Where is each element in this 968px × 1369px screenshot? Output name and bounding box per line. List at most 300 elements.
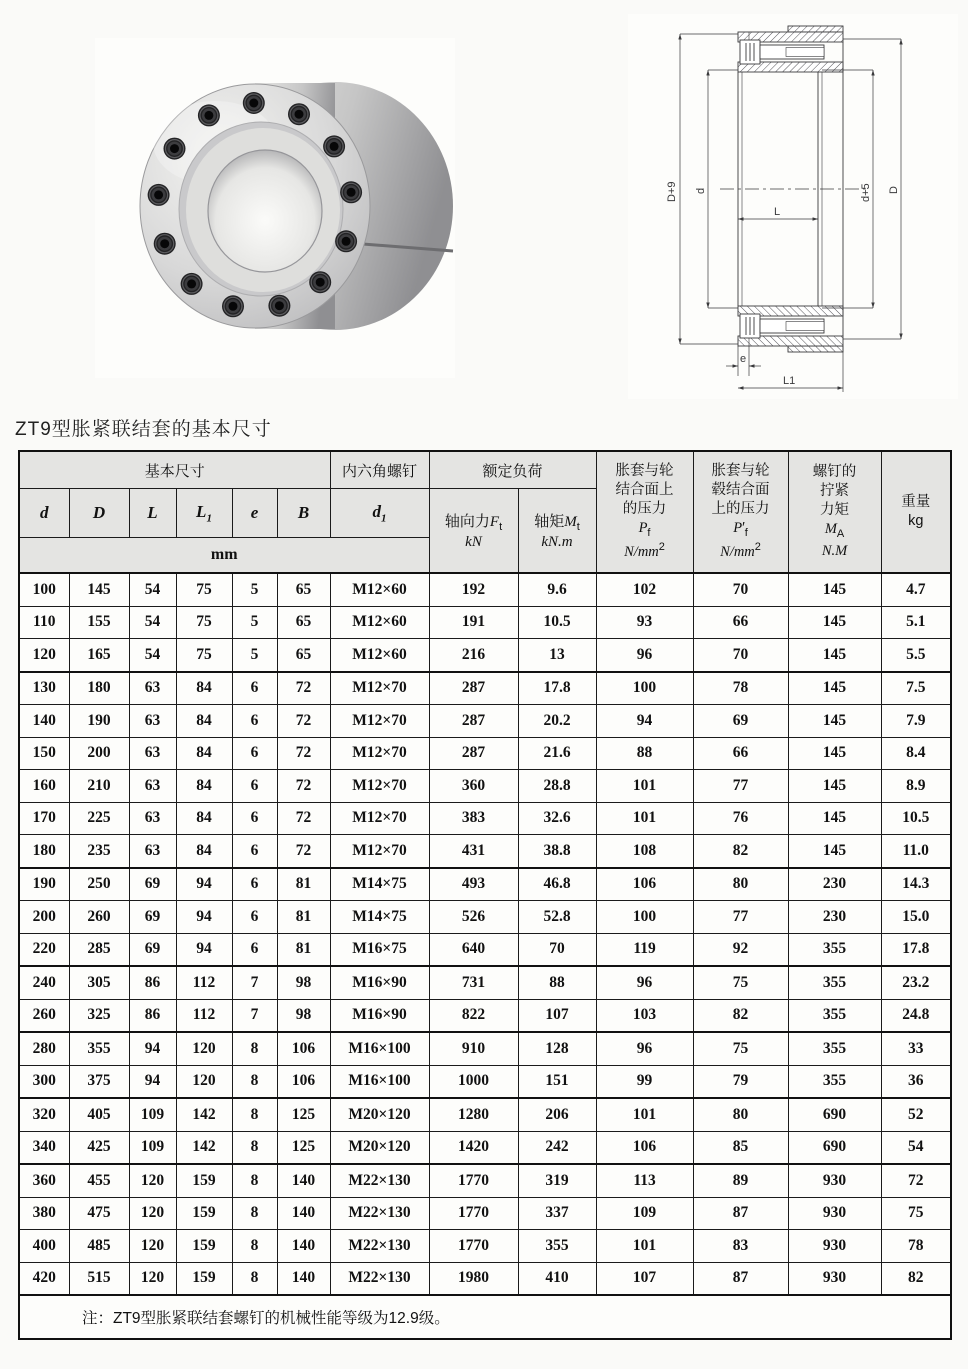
table-cell: 6 <box>232 933 277 966</box>
table-cell: 23.2 <box>881 966 951 999</box>
header-col-e: e <box>232 489 277 538</box>
table-cell: 17.8 <box>881 933 951 966</box>
table-cell: 100 <box>596 901 693 934</box>
table-cell: 101 <box>596 1230 693 1263</box>
table-cell: 72 <box>277 705 330 738</box>
table-cell: 6 <box>232 802 277 835</box>
table-cell: 54 <box>129 606 176 639</box>
table-cell: M16×100 <box>330 1065 429 1098</box>
table-cell: 355 <box>69 1032 129 1065</box>
table-cell: 930 <box>788 1197 881 1230</box>
table-cell: 165 <box>69 639 129 672</box>
table-cell: 360 <box>429 770 518 803</box>
table-cell: 240 <box>19 966 69 999</box>
table-cell: 54 <box>129 573 176 606</box>
header-col-d: d <box>19 489 69 538</box>
table-cell: 100 <box>19 573 69 606</box>
table-cell: 103 <box>596 999 693 1032</box>
table-cell: 109 <box>129 1131 176 1164</box>
table-row <box>19 835 951 868</box>
table-cell: 65 <box>277 639 330 672</box>
table-row <box>19 606 951 639</box>
table-cell: 145 <box>69 573 129 606</box>
table-row <box>19 868 951 901</box>
table-cell: 72 <box>277 770 330 803</box>
table-cell: 5 <box>232 639 277 672</box>
table-cell: 9.6 <box>518 573 596 606</box>
table-cell: 7 <box>232 999 277 1032</box>
table-cell: 431 <box>429 835 518 868</box>
table-cell: 420 <box>19 1262 69 1295</box>
table-cell: 150 <box>19 737 69 770</box>
table-cell: 140 <box>277 1164 330 1197</box>
table-cell: M20×120 <box>330 1131 429 1164</box>
table-cell: 84 <box>176 672 232 705</box>
header-hex-socket-screw: 内六角螺钉 <box>330 451 429 489</box>
table-cell: 70 <box>518 933 596 966</box>
table-cell: 145 <box>788 737 881 770</box>
table-cell: 65 <box>277 606 330 639</box>
table-cell: 13 <box>518 639 596 672</box>
table-cell: 485 <box>69 1230 129 1263</box>
dimensions-table <box>18 450 952 1340</box>
header-col-D: D <box>69 489 129 538</box>
table-cell: 159 <box>176 1262 232 1295</box>
table-cell: M22×130 <box>330 1262 429 1295</box>
table-cell: 86 <box>129 966 176 999</box>
table-cell: 69 <box>129 868 176 901</box>
table-cell: 380 <box>19 1197 69 1230</box>
table-cell: 6 <box>232 672 277 705</box>
table-cell: 6 <box>232 835 277 868</box>
table-cell: 8 <box>232 1230 277 1263</box>
table-cell: 140 <box>19 705 69 738</box>
table-cell: 159 <box>176 1197 232 1230</box>
table-cell: 5.1 <box>881 606 951 639</box>
table-cell: 75 <box>881 1197 951 1230</box>
table-cell: 355 <box>518 1230 596 1263</box>
table-cell: 88 <box>518 966 596 999</box>
table-cell: M16×90 <box>330 999 429 1032</box>
table-cell: 220 <box>19 933 69 966</box>
table-cell: 78 <box>693 672 788 705</box>
table-cell: 180 <box>19 835 69 868</box>
table-cell: 72 <box>277 802 330 835</box>
table-cell: 287 <box>429 737 518 770</box>
table-cell: 6 <box>232 705 277 738</box>
dim-label-d5: d+5 <box>860 183 872 202</box>
table-cell: 120 <box>129 1262 176 1295</box>
table-cell: 4.7 <box>881 573 951 606</box>
table-cell: 225 <box>69 802 129 835</box>
table-cell: 7.9 <box>881 705 951 738</box>
table-row <box>19 1262 951 1295</box>
table-cell: 94 <box>129 1065 176 1098</box>
table-cell: 46.8 <box>518 868 596 901</box>
table-cell: 120 <box>19 639 69 672</box>
technical-drawing <box>628 14 958 399</box>
table-row <box>19 1230 951 1263</box>
table-cell: 6 <box>232 901 277 934</box>
table-cell: 72 <box>277 835 330 868</box>
table-cell: 79 <box>693 1065 788 1098</box>
table-cell: M12×70 <box>330 835 429 868</box>
table-cell: 63 <box>129 835 176 868</box>
table-cell: 106 <box>277 1032 330 1065</box>
table-cell: 6 <box>232 868 277 901</box>
table-cell: 260 <box>69 901 129 934</box>
table-cell: 17.8 <box>518 672 596 705</box>
table-cell: 191 <box>429 606 518 639</box>
table-cell: 84 <box>176 835 232 868</box>
table-cell: 375 <box>69 1065 129 1098</box>
table-cell: 190 <box>69 705 129 738</box>
table-cell: 82 <box>693 835 788 868</box>
dim-label-D9: D+9 <box>666 181 678 202</box>
table-cell: 14.3 <box>881 868 951 901</box>
table-cell: M22×130 <box>330 1230 429 1263</box>
table-cell: 109 <box>129 1098 176 1131</box>
table-cell: 160 <box>19 770 69 803</box>
table-cell: 65 <box>277 573 330 606</box>
table-cell: 98 <box>277 999 330 1032</box>
table-cell: 86 <box>129 999 176 1032</box>
table-cell: 54 <box>129 639 176 672</box>
table-cell: 119 <box>596 933 693 966</box>
table-cell: 8 <box>232 1065 277 1098</box>
table-cell: 77 <box>693 901 788 934</box>
table-cell: 200 <box>69 737 129 770</box>
table-cell: 210 <box>69 770 129 803</box>
table-cell: 360 <box>19 1164 69 1197</box>
header-pressure-rim: 胀套与轮 结合面上 的压力 $P_f$ $N/mm^2$ <box>596 451 693 573</box>
table-cell: 63 <box>129 672 176 705</box>
table-cell: 10.5 <box>881 802 951 835</box>
table-row <box>19 966 951 999</box>
table-cell: 87 <box>693 1262 788 1295</box>
table-row <box>19 933 951 966</box>
table-cell: 28.8 <box>518 770 596 803</box>
table-cell: 82 <box>881 1262 951 1295</box>
table-cell: 1420 <box>429 1131 518 1164</box>
table-cell: 112 <box>176 999 232 1032</box>
table-cell: 1770 <box>429 1197 518 1230</box>
table-cell: 52 <box>881 1098 951 1131</box>
table-cell: 930 <box>788 1164 881 1197</box>
table-cell: 83 <box>693 1230 788 1263</box>
table-cell: 33 <box>881 1032 951 1065</box>
table-cell: 526 <box>429 901 518 934</box>
table-cell: 216 <box>429 639 518 672</box>
table-cell: 106 <box>277 1065 330 1098</box>
table-cell: 515 <box>69 1262 129 1295</box>
table-cell: 410 <box>518 1262 596 1295</box>
table-cell: 8 <box>232 1164 277 1197</box>
table-cell: 159 <box>176 1164 232 1197</box>
table-cell: 235 <box>69 835 129 868</box>
table-cell: 1000 <box>429 1065 518 1098</box>
table-cell: 8 <box>232 1197 277 1230</box>
table-cell: 145 <box>788 770 881 803</box>
table-cell: 242 <box>518 1131 596 1164</box>
table-cell: 89 <box>693 1164 788 1197</box>
table-row <box>19 1098 951 1131</box>
table-cell: 8.4 <box>881 737 951 770</box>
table-cell: 145 <box>788 573 881 606</box>
table-footer <box>19 1295 951 1339</box>
header-pressure-hub: 胀套与轮 毂结合面 上的压力 $P'_f$ $N/mm^2$ <box>693 451 788 573</box>
table-header <box>19 451 951 573</box>
table-cell: 6 <box>232 770 277 803</box>
table-row <box>19 999 951 1032</box>
table-cell: 190 <box>19 868 69 901</box>
table-cell: M16×90 <box>330 966 429 999</box>
table-cell: 145 <box>788 672 881 705</box>
table-cell: 84 <box>176 802 232 835</box>
table-cell: M12×70 <box>330 705 429 738</box>
table-cell: 319 <box>518 1164 596 1197</box>
table-cell: 690 <box>788 1098 881 1131</box>
table-cell: 120 <box>129 1164 176 1197</box>
table-cell: M16×100 <box>330 1032 429 1065</box>
table-cell: 102 <box>596 573 693 606</box>
table-cell: 383 <box>429 802 518 835</box>
header-rated-load: 额定负荷 <box>429 451 596 489</box>
header-col-B: B <box>277 489 330 538</box>
table-cell: 145 <box>788 639 881 672</box>
table-cell: 101 <box>596 802 693 835</box>
table-cell: 38.8 <box>518 835 596 868</box>
table-note: 注：ZT9型胀紧联结套螺钉的机械性能等级为12.9级。 <box>19 1295 951 1339</box>
table-row <box>19 1131 951 1164</box>
header-axial-torque: 轴矩$M_t$ kN.m <box>518 489 596 574</box>
table-cell: 155 <box>69 606 129 639</box>
table-cell: 1770 <box>429 1230 518 1263</box>
table-cell: 99 <box>596 1065 693 1098</box>
table-cell: M22×130 <box>330 1197 429 1230</box>
table-cell: 84 <box>176 737 232 770</box>
table-cell: 5 <box>232 606 277 639</box>
dim-label-d: d <box>695 187 707 194</box>
table-cell: 69 <box>693 705 788 738</box>
table-cell: M12×70 <box>330 770 429 803</box>
table-cell: 731 <box>429 966 518 999</box>
table-cell: 36 <box>881 1065 951 1098</box>
table-cell: 355 <box>788 999 881 1032</box>
table-cell: M12×70 <box>330 737 429 770</box>
table-cell: 930 <box>788 1262 881 1295</box>
table-cell: 206 <box>518 1098 596 1131</box>
table-cell: 320 <box>19 1098 69 1131</box>
table-cell: 87 <box>693 1197 788 1230</box>
table-cell: 88 <box>596 737 693 770</box>
table-cell: 230 <box>788 868 881 901</box>
header-col-L1: $L_1$ <box>176 489 232 538</box>
table-cell: 170 <box>19 802 69 835</box>
table-row <box>19 802 951 835</box>
table-cell: 145 <box>788 705 881 738</box>
table-cell: 66 <box>693 606 788 639</box>
table-row <box>19 1032 951 1065</box>
table-cell: 15.0 <box>881 901 951 934</box>
table-cell: 54 <box>881 1131 951 1164</box>
table-cell: 96 <box>596 639 693 672</box>
table-cell: 285 <box>69 933 129 966</box>
table-cell: M16×75 <box>330 933 429 966</box>
table-cell: 260 <box>19 999 69 1032</box>
table-cell: 69 <box>129 933 176 966</box>
table-cell: 287 <box>429 672 518 705</box>
table-cell: 92 <box>693 933 788 966</box>
table-cell: 63 <box>129 802 176 835</box>
product-photo <box>95 38 455 378</box>
table-cell: 305 <box>69 966 129 999</box>
table-cell: 640 <box>429 933 518 966</box>
table-cell: 6 <box>232 737 277 770</box>
table-cell: 355 <box>788 1065 881 1098</box>
table-cell: 70 <box>693 639 788 672</box>
table-cell: 63 <box>129 737 176 770</box>
table-cell: 72 <box>881 1164 951 1197</box>
table-cell: 340 <box>19 1131 69 1164</box>
table-cell: 355 <box>788 966 881 999</box>
bore <box>208 150 322 272</box>
table-cell: 21.6 <box>518 737 596 770</box>
table-cell: 159 <box>176 1230 232 1263</box>
table-cell: M12×60 <box>330 639 429 672</box>
table-cell: 106 <box>596 868 693 901</box>
table-cell: 32.6 <box>518 802 596 835</box>
table-cell: 107 <box>596 1262 693 1295</box>
table-cell: 120 <box>129 1230 176 1263</box>
table-cell: 910 <box>429 1032 518 1065</box>
table-cell: 70 <box>693 573 788 606</box>
header-weight: 重量 kg <box>881 451 951 573</box>
table-cell: 76 <box>693 802 788 835</box>
dim-label-D: D <box>888 186 900 194</box>
table-cell: 101 <box>596 770 693 803</box>
table-cell: 94 <box>176 868 232 901</box>
header-basic-dimensions: 基本尺寸 <box>19 451 330 489</box>
table-cell: 120 <box>176 1065 232 1098</box>
table-cell: 930 <box>788 1230 881 1263</box>
table-cell: 690 <box>788 1131 881 1164</box>
table-cell: 425 <box>69 1131 129 1164</box>
table-cell: 85 <box>693 1131 788 1164</box>
table-cell: 125 <box>277 1131 330 1164</box>
table-cell: 75 <box>176 639 232 672</box>
table-cell: 140 <box>277 1230 330 1263</box>
table-cell: 63 <box>129 770 176 803</box>
table-cell: M12×60 <box>330 573 429 606</box>
table-cell: 475 <box>69 1197 129 1230</box>
table-cell: 93 <box>596 606 693 639</box>
page-title: ZT9型胀紧联结套的基本尺寸 <box>15 419 272 440</box>
table-cell: 11.0 <box>881 835 951 868</box>
table-cell: M22×130 <box>330 1164 429 1197</box>
table-cell: 300 <box>19 1065 69 1098</box>
table-cell: 1280 <box>429 1098 518 1131</box>
table-row <box>19 573 951 606</box>
table-cell: 96 <box>596 966 693 999</box>
table-cell: 52.8 <box>518 901 596 934</box>
table-cell: 200 <box>19 901 69 934</box>
table-cell: 72 <box>277 737 330 770</box>
table-cell: 405 <box>69 1098 129 1131</box>
table-row <box>19 737 951 770</box>
table-cell: 66 <box>693 737 788 770</box>
table-cell: 180 <box>69 672 129 705</box>
header-tightening-torque: 螺钉的 拧紧 力矩 $M_A$ N.M <box>788 451 881 573</box>
table-cell: 94 <box>129 1032 176 1065</box>
table-cell: 1770 <box>429 1164 518 1197</box>
table-cell: 355 <box>788 1032 881 1065</box>
table-cell: 151 <box>518 1065 596 1098</box>
table-cell: 280 <box>19 1032 69 1065</box>
table-cell: 142 <box>176 1098 232 1131</box>
table-row <box>19 1065 951 1098</box>
table-cell: 75 <box>176 573 232 606</box>
table-cell: 80 <box>693 1098 788 1131</box>
table-cell: M12×70 <box>330 802 429 835</box>
table-cell: 98 <box>277 966 330 999</box>
table-cell: 112 <box>176 966 232 999</box>
table-cell: 145 <box>788 802 881 835</box>
table-cell: 8 <box>232 1098 277 1131</box>
table-cell: 69 <box>129 901 176 934</box>
table-cell: 140 <box>277 1262 330 1295</box>
dim-label-L1: L1 <box>783 375 796 387</box>
table-row <box>19 1164 951 1197</box>
table-cell: 75 <box>176 606 232 639</box>
table-cell: 75 <box>693 966 788 999</box>
table-cell: M12×60 <box>330 606 429 639</box>
table-cell: 100 <box>596 672 693 705</box>
table-cell: 8 <box>232 1262 277 1295</box>
table-cell: 72 <box>277 672 330 705</box>
dim-label-e: e <box>740 353 747 365</box>
table-cell: 78 <box>881 1230 951 1263</box>
table-cell: 106 <box>596 1131 693 1164</box>
table-cell: M14×75 <box>330 901 429 934</box>
table-cell: 128 <box>518 1032 596 1065</box>
table-cell: 5.5 <box>881 639 951 672</box>
table-cell: 355 <box>788 933 881 966</box>
table-cell: 10.5 <box>518 606 596 639</box>
table-cell: 80 <box>693 868 788 901</box>
table-cell: 120 <box>176 1032 232 1065</box>
table-cell: 94 <box>596 705 693 738</box>
table-cell: 24.8 <box>881 999 951 1032</box>
table-cell: 455 <box>69 1164 129 1197</box>
table-cell: 5 <box>232 573 277 606</box>
table-cell: 145 <box>788 835 881 868</box>
table-cell: 1980 <box>429 1262 518 1295</box>
table-cell: 94 <box>176 933 232 966</box>
table-cell: 77 <box>693 770 788 803</box>
table-cell: 113 <box>596 1164 693 1197</box>
table-row <box>19 901 951 934</box>
table-cell: M14×75 <box>330 868 429 901</box>
header-unit-mm: mm <box>19 538 429 574</box>
table-cell: 130 <box>19 672 69 705</box>
table-cell: 109 <box>596 1197 693 1230</box>
table-cell: M12×70 <box>330 672 429 705</box>
table-cell: 96 <box>596 1032 693 1065</box>
header-axial-force: 轴向力$F_t$ kN <box>429 489 518 574</box>
table-cell: 8.9 <box>881 770 951 803</box>
table-cell: 75 <box>693 1032 788 1065</box>
